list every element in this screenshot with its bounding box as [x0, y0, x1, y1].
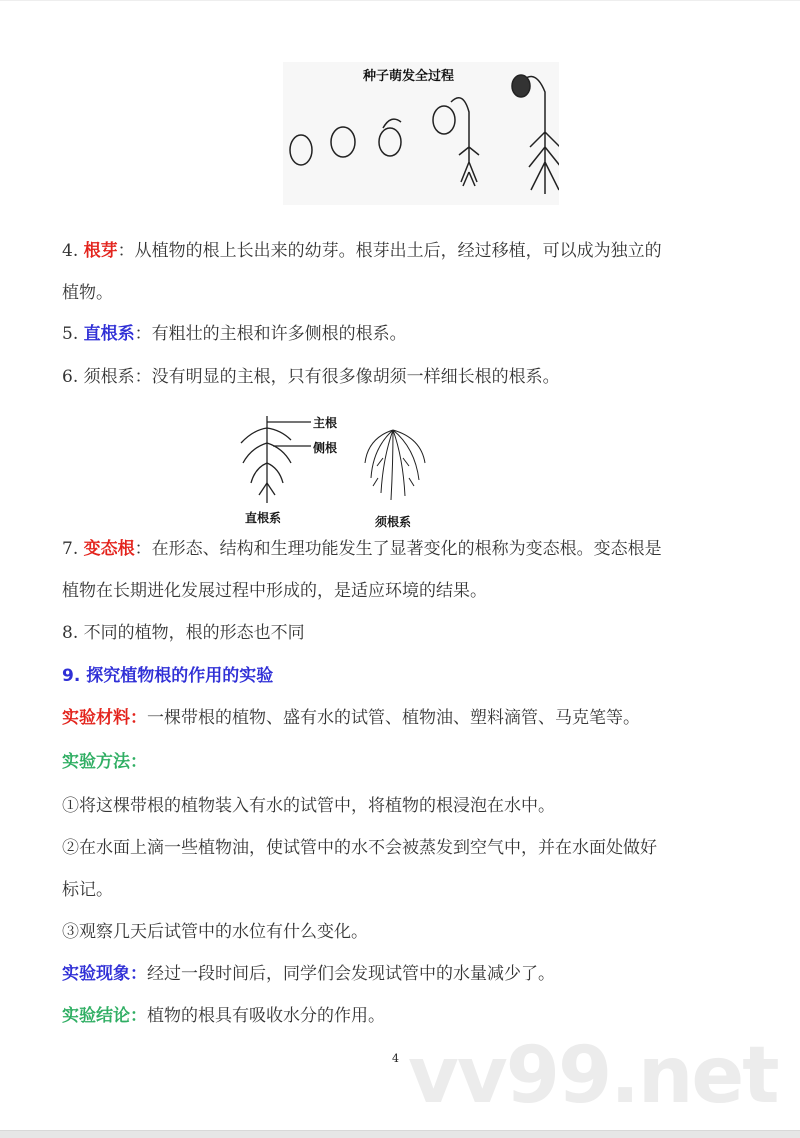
root-systems-figure [233, 408, 435, 530]
phenomenon-text: 经过一段时间后，同学们会发现试管中的水量减少了。 [147, 964, 555, 984]
item-number: 5. [62, 324, 84, 344]
seed-germination-figure [283, 62, 559, 205]
term-root-bud: 根芽 [83, 241, 118, 261]
item-7 [62, 538, 662, 560]
section-heading-experiment: 9. 探究植物根的作用的实验 [62, 666, 274, 686]
figure-title: 种子萌发全过程 [363, 69, 455, 84]
label-taproot: 直根系 [245, 511, 282, 525]
materials-text: 一棵带根的植物、盛有水的试管、植物油、塑料滴管、马克笔等。 [147, 708, 640, 728]
page-top-border [0, 0, 800, 1]
definition: 从植物的根上长出来的幼芽。根芽出土后，经过移植，可以成为独立的 [134, 241, 662, 261]
item-5 [62, 323, 407, 345]
experiment-phenomenon [62, 963, 555, 985]
taproot-drawing [241, 416, 311, 503]
phenomenon-label: 实验现象： [62, 964, 147, 984]
term-modified-root: 变态根 [83, 539, 135, 559]
definition: 在形态、结构和生理功能发生了显著变化的根称为变态根。变态根是 [151, 539, 662, 559]
definition: 有粗壮的主根和许多侧根的根系。 [151, 324, 407, 344]
fibrous-root-drawing [365, 430, 425, 500]
method-label: 实验方法： [62, 752, 147, 772]
item-8: 8. 不同的植物，根的形态也不同 [62, 623, 305, 643]
label-main-root: 主根 [313, 416, 338, 430]
method-step-3: ③观察几天后试管中的水位有什么变化。 [62, 922, 368, 942]
page-number: 4 [392, 1052, 399, 1065]
watermark: vv99.net [408, 1031, 778, 1121]
conclusion-label: 实验结论： [62, 1006, 147, 1026]
separator: ： [117, 241, 135, 261]
term-taproot: 直根系 [83, 324, 135, 344]
item-4-cont: 植物。 [62, 283, 113, 303]
item-7-cont: 植物在长期进化发展过程中形成的，是适应环境的结果。 [62, 581, 487, 601]
materials-label: 实验材料： [62, 708, 147, 728]
separator: ： [134, 324, 152, 344]
item-number: 4. [62, 241, 84, 261]
method-step-2: ②在水面上滴一些植物油，使试管中的水不会被蒸发到空气中，并在水面处做好 [62, 838, 657, 858]
experiment-materials [62, 707, 640, 729]
label-lateral-root: 侧根 [313, 441, 338, 455]
item-4 [62, 240, 662, 262]
method-step-2-cont: 标记。 [62, 880, 113, 900]
label-fibrous-root: 须根系 [375, 515, 412, 529]
item-number: 7. [62, 539, 84, 559]
item-6: 6. 须根系：没有明显的主根，只有很多像胡须一样细长根的根系。 [62, 367, 560, 387]
conclusion-text: 植物的根具有吸收水分的作用。 [147, 1006, 385, 1026]
method-step-1: ①将这棵带根的植物装入有水的试管中，将植物的根浸泡在水中。 [62, 796, 555, 816]
separator: ： [134, 539, 152, 559]
experiment-conclusion [62, 1005, 385, 1027]
